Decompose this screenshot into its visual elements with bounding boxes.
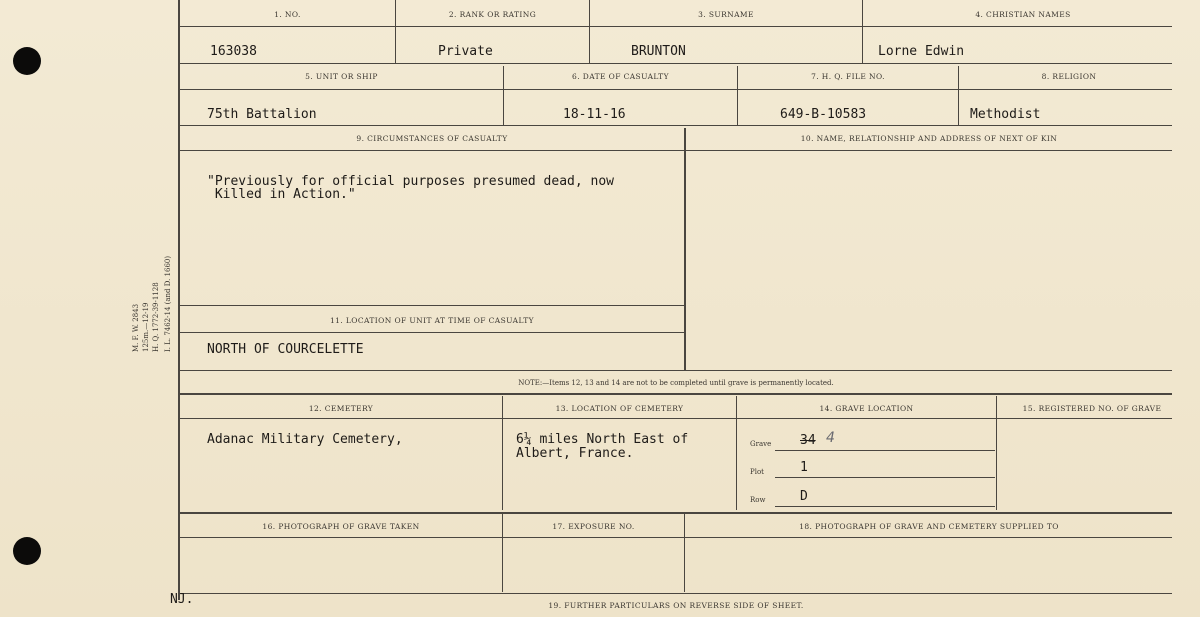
- rule-grave: [775, 450, 995, 451]
- value-unit: 75th Battalion: [207, 107, 317, 122]
- value-religion: Methodist: [970, 107, 1041, 122]
- rule-location-top: [180, 305, 684, 306]
- value-row: D: [800, 489, 808, 504]
- header-location-of-cemetery: 13. LOCATION OF CEMETERY: [555, 404, 684, 413]
- plot-label: Plot: [750, 468, 764, 476]
- grave-label: Grave: [750, 440, 772, 448]
- rule-row1-bottom: [180, 63, 1172, 64]
- left-margin-rule: [178, 0, 180, 600]
- header-exposure-no: 17. EXPOSURE NO.: [552, 522, 635, 531]
- header-hq-file: 7. H. Q. FILE NO.: [811, 72, 885, 81]
- circumstances-line-2: Killed in Action.": [207, 187, 356, 202]
- value-grave: 34: [800, 433, 816, 448]
- header-location-of-unit: 11. LOCATION OF UNIT AT TIME OF CASUALTY: [330, 316, 534, 325]
- divider-r4-c: [996, 396, 997, 510]
- value-surname: BRUNTON: [631, 44, 686, 59]
- header-christian-names: 4. CHRISTIAN NAMES: [975, 10, 1071, 19]
- rule-row5-top: [180, 512, 1172, 514]
- rule-footer-top: [180, 593, 1172, 594]
- value-no: 163038: [210, 44, 257, 59]
- divider-r3: [684, 128, 686, 370]
- header-religion: 8. RELIGION: [1041, 72, 1097, 81]
- rule-row3-header: [180, 150, 1172, 151]
- value-cemetery-location-line-1: 6¼ miles North East of: [516, 432, 689, 447]
- header-circumstances: 9. CIRCUMSTANCES OF CASUALTY: [356, 134, 508, 143]
- punch-hole-bottom: [13, 537, 41, 565]
- rule-row4-header: [180, 418, 1172, 419]
- note-text: NOTE:—Items 12, 13 and 14 are not to be completed until grave is permanently located.: [518, 379, 834, 387]
- value-hq-file: 649-B-10583: [780, 107, 867, 122]
- initials: NJ.: [170, 592, 194, 607]
- punch-hole-top: [13, 47, 41, 75]
- divider-r4-a: [502, 396, 503, 510]
- divider-r5-b: [684, 514, 685, 592]
- circumstances-line-1: "Previously for official purposes presumed dead, now: [207, 174, 614, 189]
- row-label: Row: [750, 496, 766, 504]
- header-registered-no: 15. REGISTERED NO. OF GRAVE: [1022, 404, 1162, 413]
- header-grave-location: 14. GRAVE LOCATION: [819, 404, 914, 413]
- header-next-of-kin: 10. NAME, RELATIONSHIP AND ADDRESS OF NEXT OF KIN: [800, 134, 1058, 143]
- footer-text: 19. FURTHER PARTICULARS ON REVERSE SIDE OF SHEET.: [548, 601, 804, 610]
- header-unit: 5. UNIT OR SHIP: [305, 72, 378, 81]
- header-photograph-supplied: 18. PHOTOGRAPH OF GRAVE AND CEMETERY SUPPLIED TO: [799, 522, 1059, 531]
- value-grave-pencil: 4: [826, 430, 835, 446]
- side-print-1: M. F. W. 2843: [132, 303, 140, 352]
- header-date: 6. DATE OF CASUALTY: [572, 72, 669, 81]
- rule-note-bottom: [180, 393, 1172, 395]
- header-cemetery: 12. CEMETERY: [308, 404, 374, 413]
- rule-row5-header: [180, 537, 1172, 538]
- value-cemetery: Adanac Military Cemetery,: [207, 432, 403, 447]
- rule-location-header: [180, 332, 684, 333]
- side-print-2: 125m.—12-19: [142, 302, 150, 352]
- rule-row1-header: [180, 26, 1172, 27]
- value-cemetery-location-line-2: Albert, France.: [516, 446, 634, 461]
- rule-row: [775, 506, 995, 507]
- header-surname: 3. SURNAME: [698, 10, 754, 19]
- side-print-3: H. Q. 1772-39-1128: [152, 282, 160, 352]
- rule-plot: [775, 477, 995, 478]
- value-location-of-unit: NORTH OF COURCELETTE: [207, 342, 364, 357]
- header-photograph-taken: 16. PHOTOGRAPH OF GRAVE TAKEN: [262, 522, 420, 531]
- rule-row2-bottom: [180, 125, 1172, 126]
- value-christian-names: Lorne Edwin: [878, 44, 965, 59]
- header-rank: 2. RANK OR RATING: [448, 10, 537, 19]
- rule-note-top: [180, 370, 1172, 371]
- header-no: 1. NO.: [274, 10, 301, 19]
- value-plot: 1: [800, 460, 808, 475]
- side-print-4: I. L. 7462-14 (and D. 1660): [164, 255, 172, 352]
- rule-row2-header: [180, 89, 1172, 90]
- value-rank: Private: [438, 44, 493, 59]
- value-date: 18-11-16: [563, 107, 626, 122]
- divider-r4-b: [736, 396, 737, 510]
